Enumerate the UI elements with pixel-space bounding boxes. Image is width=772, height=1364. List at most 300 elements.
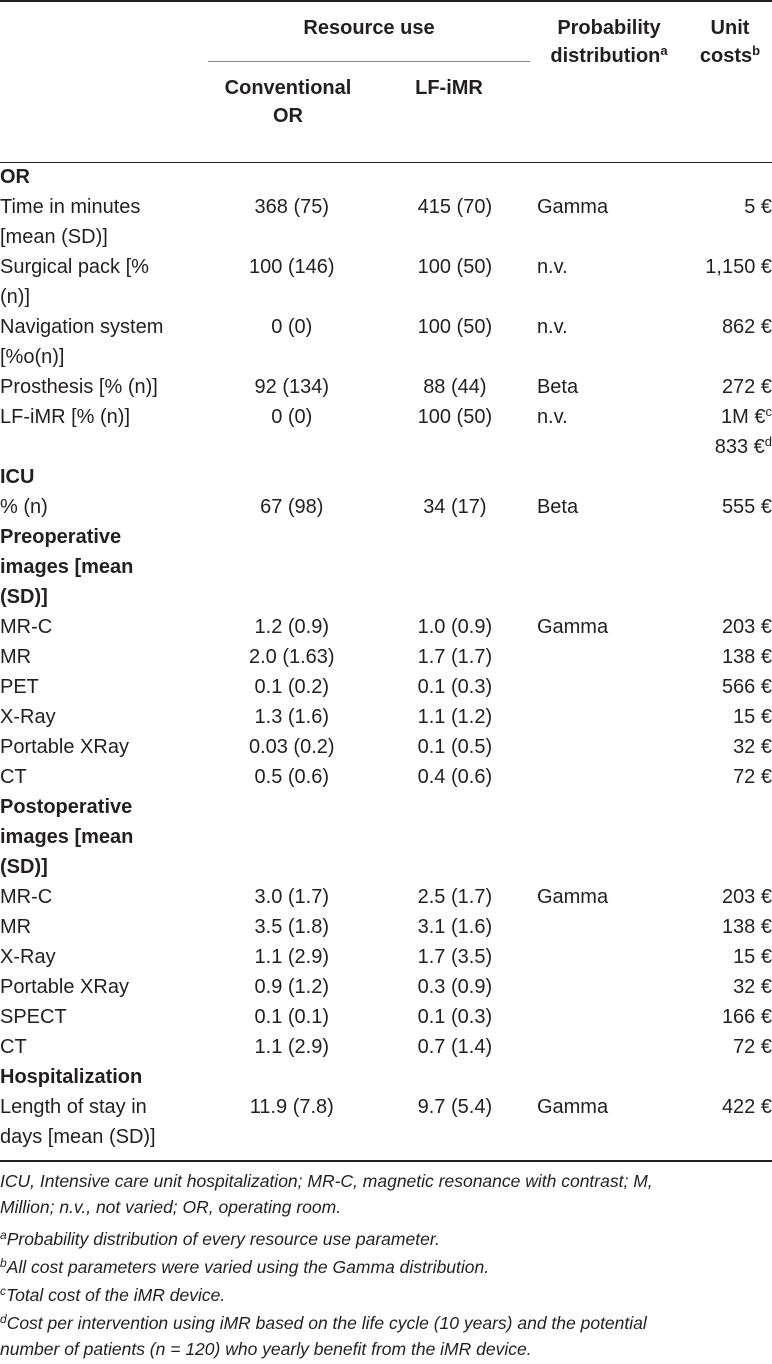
unit-cost-value: [687, 222, 772, 252]
lf-imr-value: [373, 1062, 537, 1092]
table-row: [0, 672, 772, 702]
conventional-or-value: [211, 1092, 373, 1122]
row-label-text: [%o(n)]: [0, 346, 65, 368]
distribution-value: [537, 1062, 687, 1092]
lf-imr-value-text: 100 (50): [417, 316, 493, 338]
distribution-value: [537, 282, 687, 312]
lf-imr-value: [373, 1122, 537, 1152]
header-unit-costs: [688, 14, 772, 70]
unit-cost-value: [687, 282, 772, 312]
distribution-value-text: n.v.: [536, 256, 568, 278]
table-row: [0, 402, 772, 432]
table-row: [0, 942, 772, 972]
conventional-or-value-text: 0.5 (0.6): [254, 766, 329, 788]
row-label: [0, 492, 211, 522]
conventional-or-value: [211, 762, 373, 792]
row-label-text: Preoperative: [0, 526, 122, 548]
conventional-or-value-text: 1.1 (2.9): [254, 1036, 329, 1058]
lf-imr-value-text: 0.1 (0.5): [417, 736, 493, 758]
conventional-or-value: [211, 612, 373, 642]
row-label-text: CT: [0, 766, 27, 788]
unit-cost-value-text: 566 €: [721, 676, 772, 698]
footnote-d-line1: $^d$Cost per intervention using iMR based on the life cycle (10 years) and the potential: [0, 1312, 647, 1333]
section-heading-row: [0, 522, 772, 552]
lf-imr-value: [373, 312, 537, 342]
unit-cost-value-text: 422 €: [721, 1096, 772, 1118]
row-label-text: (SD)]: [0, 586, 48, 608]
conventional-or-value: [211, 432, 373, 462]
lf-imr-value-text: 34 (17): [423, 496, 487, 518]
row-label: [0, 612, 211, 642]
section-heading-row: [0, 1062, 772, 1092]
distribution-value: [537, 822, 687, 852]
conventional-or-value: [211, 312, 373, 342]
header-unit-line1: Unit: [710, 17, 750, 39]
row-label-text: SPECT: [0, 1006, 67, 1028]
unit-cost-value-text: 32 €: [733, 976, 772, 998]
lf-imr-value-text: 1.7 (3.5): [417, 946, 493, 968]
footnote-d-line2: number of patients (n = 120) who yearly benefit from the iMR device.: [0, 1339, 532, 1359]
table-top-rule: [0, 0, 772, 2]
row-label: [0, 402, 211, 432]
table-row: [0, 1032, 772, 1062]
lf-imr-value: [373, 162, 537, 192]
row-label: [0, 1002, 211, 1032]
conventional-or-value: [211, 1122, 373, 1152]
unit-cost-value: [687, 192, 772, 222]
footnote-b-mark: b: [0, 1256, 7, 1270]
row-label: [0, 762, 211, 792]
row-label-text: Time in minutes: [0, 196, 141, 218]
unit-cost-value-text: 862 €: [721, 316, 772, 338]
unit-cost-value: [687, 942, 772, 972]
conventional-or-value-text: 92 (134): [254, 376, 330, 398]
section-heading-row: [0, 162, 772, 192]
table-row: [0, 312, 772, 342]
conventional-or-value: [211, 1002, 373, 1032]
row-label-text: Length of stay in: [0, 1096, 147, 1118]
lf-imr-value: [373, 522, 537, 552]
row-label: [0, 1062, 211, 1092]
header-lf-imr: LF-iMR: [415, 77, 483, 99]
header-prob-line2: distribution$^a$: [550, 43, 668, 67]
conventional-or-value-text: 1.3 (1.6): [254, 706, 329, 728]
unit-cost-value: [687, 672, 772, 702]
row-label: [0, 312, 211, 342]
distribution-value: [537, 432, 687, 462]
table-row: [0, 1122, 772, 1152]
unit-cost-value-text: 72 €: [733, 1036, 772, 1058]
conventional-or-value: [211, 402, 373, 432]
conventional-or-value-text: 1.1 (2.9): [254, 946, 329, 968]
footnote-mark: d: [764, 434, 772, 449]
table-row: [0, 762, 772, 792]
lf-imr-value: [373, 942, 537, 972]
conventional-or-value-text: 100 (146): [248, 256, 335, 278]
conventional-or-value: [211, 462, 373, 492]
conventional-or-value: [211, 222, 373, 252]
header-conventional-line2: OR: [273, 105, 303, 127]
unit-cost-value-text: 15 €: [733, 946, 772, 968]
distribution-value: [537, 912, 687, 942]
row-label: [0, 552, 211, 582]
unit-cost-value: [687, 1092, 772, 1122]
lf-imr-value-text: 9.7 (5.4): [417, 1096, 493, 1118]
row-label: [0, 852, 211, 882]
table-row: [0, 282, 772, 312]
section-heading-row: [0, 582, 772, 612]
conventional-or-value-text: 11.9 (7.8): [249, 1096, 334, 1118]
unit-cost-value: [687, 732, 772, 762]
row-label-text: Postoperative: [0, 796, 133, 818]
distribution-value: [537, 882, 687, 912]
unit-cost-value: [687, 912, 772, 942]
distribution-value-text: Gamma: [536, 886, 609, 908]
footnote-a-text: Probability distribution of every resource use parameter.: [6, 1229, 440, 1249]
row-label-text: MR: [0, 646, 32, 668]
lf-imr-value: [373, 492, 537, 522]
lf-imr-value: [373, 462, 537, 492]
lf-imr-value: [373, 882, 537, 912]
table-row: [0, 342, 772, 372]
unit-cost-value-text: 5 €: [744, 196, 772, 218]
table-row: [0, 702, 772, 732]
unit-cost-value: [687, 642, 772, 672]
conventional-or-value-text: 1.2 (0.9): [254, 616, 329, 638]
unit-cost-value: [687, 612, 772, 642]
unit-cost-value: [687, 972, 772, 1002]
conventional-or-value-text: 0.03 (0.2): [248, 736, 335, 758]
header-unit-line2: costs$^b$: [699, 43, 761, 67]
distribution-value: [537, 522, 687, 552]
row-label-text: % (n): [0, 496, 48, 518]
section-heading-row: [0, 462, 772, 492]
row-label-text: ICU: [0, 466, 35, 488]
footnote-mark-a: a: [660, 43, 668, 58]
conventional-or-value: [211, 882, 373, 912]
table-row: [0, 642, 772, 672]
row-label-text: Portable XRay: [0, 976, 129, 998]
distribution-value-text: Gamma: [536, 1096, 609, 1118]
header-resource-use: Resource use: [303, 17, 435, 39]
lf-imr-value: [373, 972, 537, 1002]
row-label-text: [mean (SD)]: [0, 226, 108, 248]
row-label-text: LF-iMR [% (n)]: [0, 406, 130, 428]
footnote-c-mark: c: [0, 1284, 6, 1298]
unit-cost-value-text: 32 €: [733, 736, 772, 758]
row-label-text: images [mean: [0, 826, 134, 848]
unit-cost-value: [687, 762, 772, 792]
lf-imr-value: [373, 342, 537, 372]
row-label: [0, 432, 211, 462]
unit-cost-value: [687, 582, 772, 612]
row-label-text: MR: [0, 916, 32, 938]
conventional-or-value: [211, 1062, 373, 1092]
lf-imr-value: [373, 1092, 537, 1122]
unit-cost-value-text: 272 €: [721, 376, 772, 398]
footnote-abbrev-line1: ICU, Intensive care unit hospitalization; MR-C, magnetic resonance with contrast; M,: [0, 1171, 653, 1191]
lf-imr-value-text: 0.3 (0.9): [417, 976, 493, 998]
distribution-value: [537, 942, 687, 972]
row-label: [0, 372, 211, 402]
unit-cost-value-text: 138 €: [721, 646, 772, 668]
distribution-value: [537, 462, 687, 492]
footnote-a: [0, 1226, 772, 1252]
distribution-value-text: Gamma: [536, 196, 609, 218]
distribution-value: [537, 1002, 687, 1032]
lf-imr-value: [373, 1032, 537, 1062]
row-label-text: Surgical pack [%: [0, 256, 149, 278]
distribution-value: [537, 402, 687, 432]
conventional-or-value: [211, 972, 373, 1002]
table-row: [0, 252, 772, 282]
lf-imr-value-text: 0.4 (0.6): [417, 766, 493, 788]
distribution-value: [537, 252, 687, 282]
distribution-value: [537, 672, 687, 702]
footnote-abbreviations: [0, 1168, 772, 1220]
row-label-text: Navigation system: [0, 316, 164, 338]
row-label: [0, 582, 211, 612]
lf-imr-value: [373, 732, 537, 762]
row-label: [0, 1092, 211, 1122]
lf-imr-value: [373, 552, 537, 582]
unit-cost-value: [687, 702, 772, 732]
unit-cost-value: [687, 372, 772, 402]
lf-imr-value: [373, 612, 537, 642]
row-label: [0, 282, 211, 312]
row-label: [0, 882, 211, 912]
table-bottom-rule: [0, 1160, 772, 1162]
unit-cost-value-text: 203 €: [721, 886, 772, 908]
row-label: [0, 912, 211, 942]
row-label: [0, 462, 211, 492]
table-row: [0, 192, 772, 222]
distribution-value: [537, 972, 687, 1002]
distribution-value: [537, 642, 687, 672]
lf-imr-value: [373, 642, 537, 672]
row-label-text: Portable XRay: [0, 736, 129, 758]
footnote-a-mark: a: [0, 1228, 7, 1242]
footnote-mark-b: b: [752, 43, 761, 58]
lf-imr-value-text: 1.1 (1.2): [417, 706, 493, 728]
unit-cost-value-text: 555 €: [721, 496, 772, 518]
unit-cost-value: [687, 252, 772, 282]
footnote-mark: c: [765, 404, 772, 419]
lf-imr-value-text: 100 (50): [417, 256, 493, 278]
unit-cost-value-text: 166 €: [721, 1006, 772, 1028]
row-label: [0, 972, 211, 1002]
row-label-text: MR-C: [0, 616, 53, 638]
row-label-text: (n)]: [0, 286, 30, 308]
conventional-or-value: [211, 342, 373, 372]
lf-imr-value: [373, 372, 537, 402]
unit-cost-value: [687, 402, 772, 432]
row-label: [0, 942, 211, 972]
row-label-text: CT: [0, 1036, 27, 1058]
conventional-or-value: [211, 672, 373, 702]
row-label-text: (SD)]: [0, 856, 48, 878]
table-row: [0, 972, 772, 1002]
distribution-value: [537, 312, 687, 342]
row-label-text: days [mean (SD)]: [0, 1126, 156, 1148]
header-conventional-line1: Conventional: [224, 77, 352, 99]
unit-cost-value-text: 138 €: [721, 916, 772, 938]
row-label: [0, 222, 211, 252]
conventional-or-value: [211, 492, 373, 522]
conventional-or-value-text: 0.1 (0.1): [254, 1006, 329, 1028]
lf-imr-value: [373, 852, 537, 882]
unit-cost-value: [687, 432, 772, 462]
conventional-or-value-text: 0.9 (1.2): [254, 976, 329, 998]
conventional-or-value: [211, 282, 373, 312]
unit-cost-value: [687, 1122, 772, 1152]
conventional-or-value: [211, 942, 373, 972]
row-label-text: Hospitalization: [0, 1066, 143, 1088]
unit-cost-value: [687, 1032, 772, 1062]
lf-imr-value-text: 88 (44): [423, 376, 487, 398]
distribution-value: [537, 222, 687, 252]
row-label: [0, 192, 211, 222]
unit-cost-value: [687, 1002, 772, 1032]
lf-imr-value: [373, 432, 537, 462]
section-heading-row: [0, 792, 772, 822]
footnote-c-text: Total cost of the iMR device.: [6, 1285, 226, 1305]
lf-imr-value: [373, 672, 537, 702]
lf-imr-value: [373, 702, 537, 732]
distribution-value: [537, 612, 687, 642]
distribution-value-text: Beta: [536, 496, 579, 518]
conventional-or-value-text: 0.1 (0.2): [254, 676, 329, 698]
row-label: [0, 522, 211, 552]
row-label-text: MR-C: [0, 886, 53, 908]
header-probability-distribution: [530, 14, 688, 70]
conventional-or-value-text: 3.5 (1.8): [254, 916, 329, 938]
table-row: [0, 492, 772, 522]
distribution-value-text: Gamma: [536, 616, 609, 638]
distribution-value: [537, 342, 687, 372]
distribution-value-text: n.v.: [536, 316, 568, 338]
unit-cost-value-text: 203 €: [721, 616, 772, 638]
lf-imr-value: [373, 402, 537, 432]
distribution-value-text: Beta: [536, 376, 579, 398]
row-label: [0, 162, 211, 192]
row-label-text: OR: [0, 166, 30, 188]
distribution-value: [537, 582, 687, 612]
conventional-or-value-text: 0 (0): [271, 316, 313, 338]
conventional-or-value: [211, 192, 373, 222]
row-label-text: images [mean: [0, 556, 134, 578]
row-label: [0, 702, 211, 732]
row-label: [0, 792, 211, 822]
unit-cost-value: [687, 312, 772, 342]
conventional-or-value: [211, 792, 373, 822]
distribution-value-text: n.v.: [536, 406, 568, 428]
section-heading-row: [0, 822, 772, 852]
conventional-or-value: [211, 1032, 373, 1062]
table-row: [0, 372, 772, 402]
conventional-or-value: [211, 552, 373, 582]
lf-imr-value: [373, 1002, 537, 1032]
row-label: [0, 732, 211, 762]
row-label: [0, 342, 211, 372]
lf-imr-value: [373, 762, 537, 792]
conventional-or-value: [211, 702, 373, 732]
unit-cost-value-text: 1M €: [721, 406, 766, 428]
conventional-or-value: [211, 852, 373, 882]
unit-cost-value-text: 15 €: [733, 706, 772, 728]
unit-cost-value-text: 833 €: [714, 436, 765, 458]
conventional-or-value-text: 0 (0): [271, 406, 313, 428]
conventional-or-value-text: 368 (75): [254, 196, 330, 218]
table-row: [0, 1002, 772, 1032]
conventional-or-value: [211, 912, 373, 942]
distribution-value: [537, 1032, 687, 1062]
section-heading-row: [0, 552, 772, 582]
lf-imr-value-text: 0.7 (1.4): [417, 1036, 493, 1058]
table-row: [0, 912, 772, 942]
footnote-abbrev-line2: Million; n.v., not varied; OR, operating room.: [0, 1197, 342, 1217]
row-label: [0, 822, 211, 852]
distribution-value: [537, 162, 687, 192]
conventional-or-value: [211, 522, 373, 552]
lf-imr-value-text: 100 (50): [417, 406, 493, 428]
distribution-value: [537, 1092, 687, 1122]
conventional-or-value: [211, 162, 373, 192]
unit-cost-value: [687, 852, 772, 882]
table-row: [0, 732, 772, 762]
header-prob-line1: Probability: [557, 17, 661, 39]
conventional-or-value-text: 2.0 (1.63): [248, 646, 335, 668]
row-label-text: PET: [0, 676, 39, 698]
row-label: [0, 1122, 211, 1152]
conventional-or-value: [211, 252, 373, 282]
unit-cost-value: [687, 522, 772, 552]
distribution-value: [537, 192, 687, 222]
row-label-text: Prosthesis [% (n)]: [0, 376, 158, 398]
lf-imr-value: [373, 252, 537, 282]
lf-imr-value-text: 1.7 (1.7): [417, 646, 493, 668]
row-label: [0, 1032, 211, 1062]
unit-cost-value: [687, 552, 772, 582]
table-row: [0, 882, 772, 912]
footnote-b: [0, 1254, 772, 1280]
unit-cost-value: [687, 162, 772, 192]
lf-imr-value: [373, 582, 537, 612]
distribution-value: [537, 372, 687, 402]
conventional-or-value: [211, 732, 373, 762]
conventional-or-value: [211, 822, 373, 852]
conventional-or-value-text: 67 (98): [260, 496, 324, 518]
distribution-value: [537, 852, 687, 882]
lf-imr-value: [373, 192, 537, 222]
header-sub-rule: [208, 61, 530, 62]
unit-cost-value-text: 1,150 €: [705, 256, 772, 278]
lf-imr-value: [373, 222, 537, 252]
footnote-b-text: All cost parameters were varied using the Gamma distribution.: [6, 1257, 490, 1277]
distribution-value: [537, 702, 687, 732]
unit-cost-value: [687, 822, 772, 852]
unit-cost-value: [687, 1062, 772, 1092]
distribution-value: [537, 552, 687, 582]
row-label-text: X-Ray: [0, 706, 56, 728]
unit-cost-value: [687, 792, 772, 822]
conventional-or-value: [211, 582, 373, 612]
conventional-or-value-text: 3.0 (1.7): [254, 886, 329, 908]
lf-imr-value: [373, 912, 537, 942]
table-row: [0, 432, 772, 462]
unit-cost-value-text: 72 €: [733, 766, 772, 788]
distribution-value: [537, 492, 687, 522]
